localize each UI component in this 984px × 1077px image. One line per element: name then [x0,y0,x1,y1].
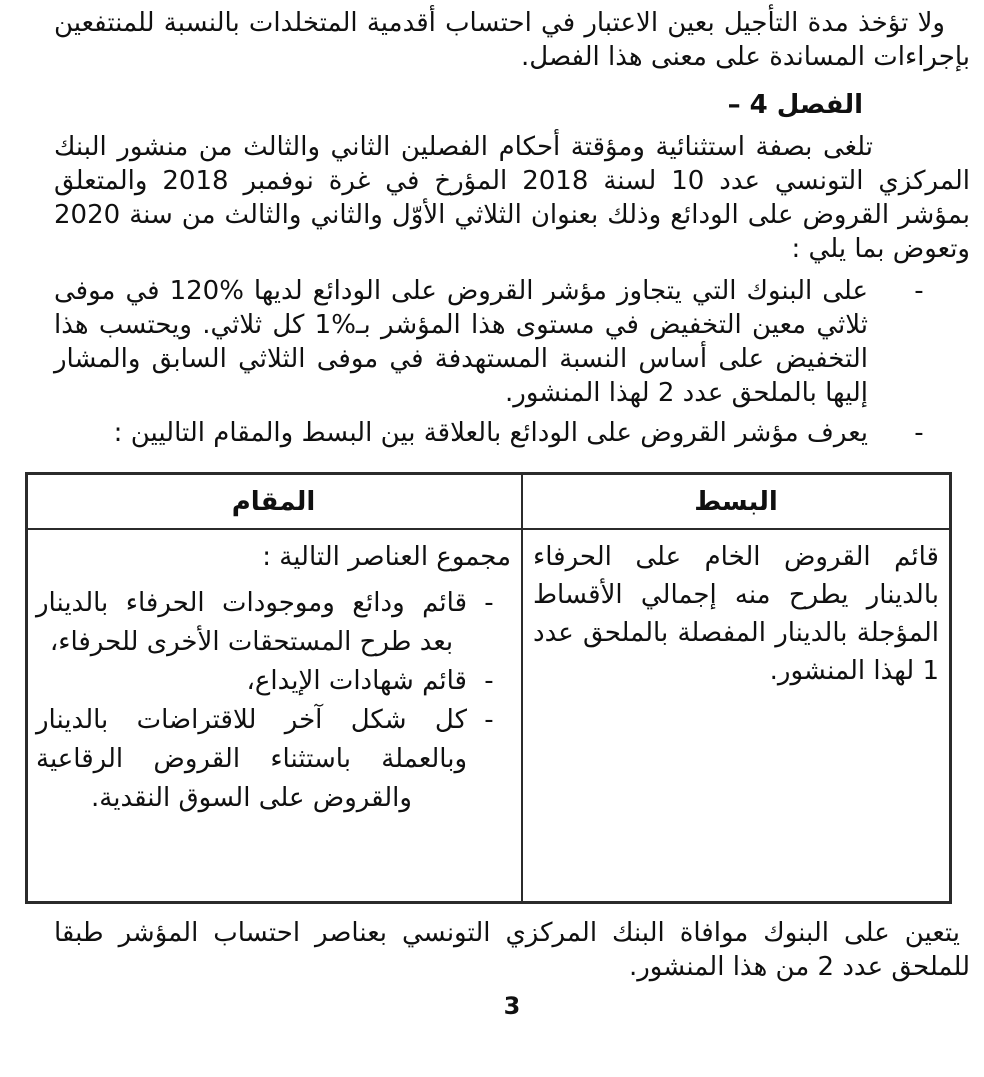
page-number: 3 [503,992,521,1020]
bullet-dash-icon: - [914,418,924,448]
table-header-denominator: المقام [26,475,521,530]
ratio-definition-table [25,472,952,904]
bullet-item-ratio-reduction [54,274,970,410]
table-cell-numerator [521,530,949,901]
table-cell-denominator [26,530,521,901]
numerator-text: قائم القروض الخام على الحرفاء بالدينار يطرح منه إجمالي الأقساط المؤجلة بالدينار المفصلة بالملحق عدد 1 لهذا المنشور. [533,542,939,686]
denominator-item-text: قائم شهادات الإيداع، [246,666,467,696]
bullet-text-ratio-reduction: على البنوك التي يتجاوز مؤشر القروض على الودائع لديها %120 في موفى ثلاثي معين التخفيض في مستوى هذا المؤشر بـ%1 كل ثلاثي. ويحتسب هذا التخفيض على أساس النسبة المستهدفة في موفى الثلاثي السابق والمشار إليها بالملحق عدد 2 لهذا المنشور. [54,276,869,408]
paragraph-repeal: تلغى بصفة استثنائية ومؤقتة أحكام الفصلين الثاني والثالث من منشور البنك المركزي التونسي عدد 10 لسنة 2018 المؤرخ في غرة نوفمبر 2018 والمتعلق بمؤشر القروض على الودائع وذلك بعنوان الثلاثي الأوّل والثاني والثالث من سنة 2020 وتعوض بما يلي : [54,132,971,264]
bullet-dash-icon: - [484,666,494,696]
denominator-item-text: كل شكل آخر للاقتراضات بالدينار وبالعملة باستثناء القروض الرقاعية والقروض على السوق النقدية. [36,705,467,813]
bullet-dash-icon: - [484,588,494,618]
bullet-list [54,274,970,450]
denominator-item [36,584,511,662]
denominator-intro: مجموع العناصر التالية : [262,542,511,572]
paragraph-grace-period: ولا تؤخذ مدة التأجيل بعين الاعتبار في احتساب أقدمية المتخلدات بالنسبة للمنتفعين بإجراءات المساندة على معنى هذا الفصل. [54,8,970,72]
denominator-item-text: قائم ودائع وموجودات الحرفاء بالدينار بعد طرح المستحقات الأخرى للحرفاء، [36,588,467,657]
bullet-dash-icon: - [484,705,494,735]
bullet-dash-icon: - [914,276,924,306]
table-header-numerator: البسط [521,475,949,530]
denominator-item [36,662,511,701]
bullet-item-ratio-definition [54,416,970,450]
bullet-text-ratio-definition: يعرف مؤشر القروض على الودائع بالعلاقة بين البسط والمقام التاليين : [113,418,868,448]
article-4-heading: الفصل 4 – [727,90,863,120]
paragraph-reporting-obligation: يتعين على البنوك موافاة البنك المركزي التونسي بعناصر احتساب المؤشر طبقا للملحق عدد 2 من هذا المنشور. [54,918,970,982]
denominator-item [36,701,511,818]
